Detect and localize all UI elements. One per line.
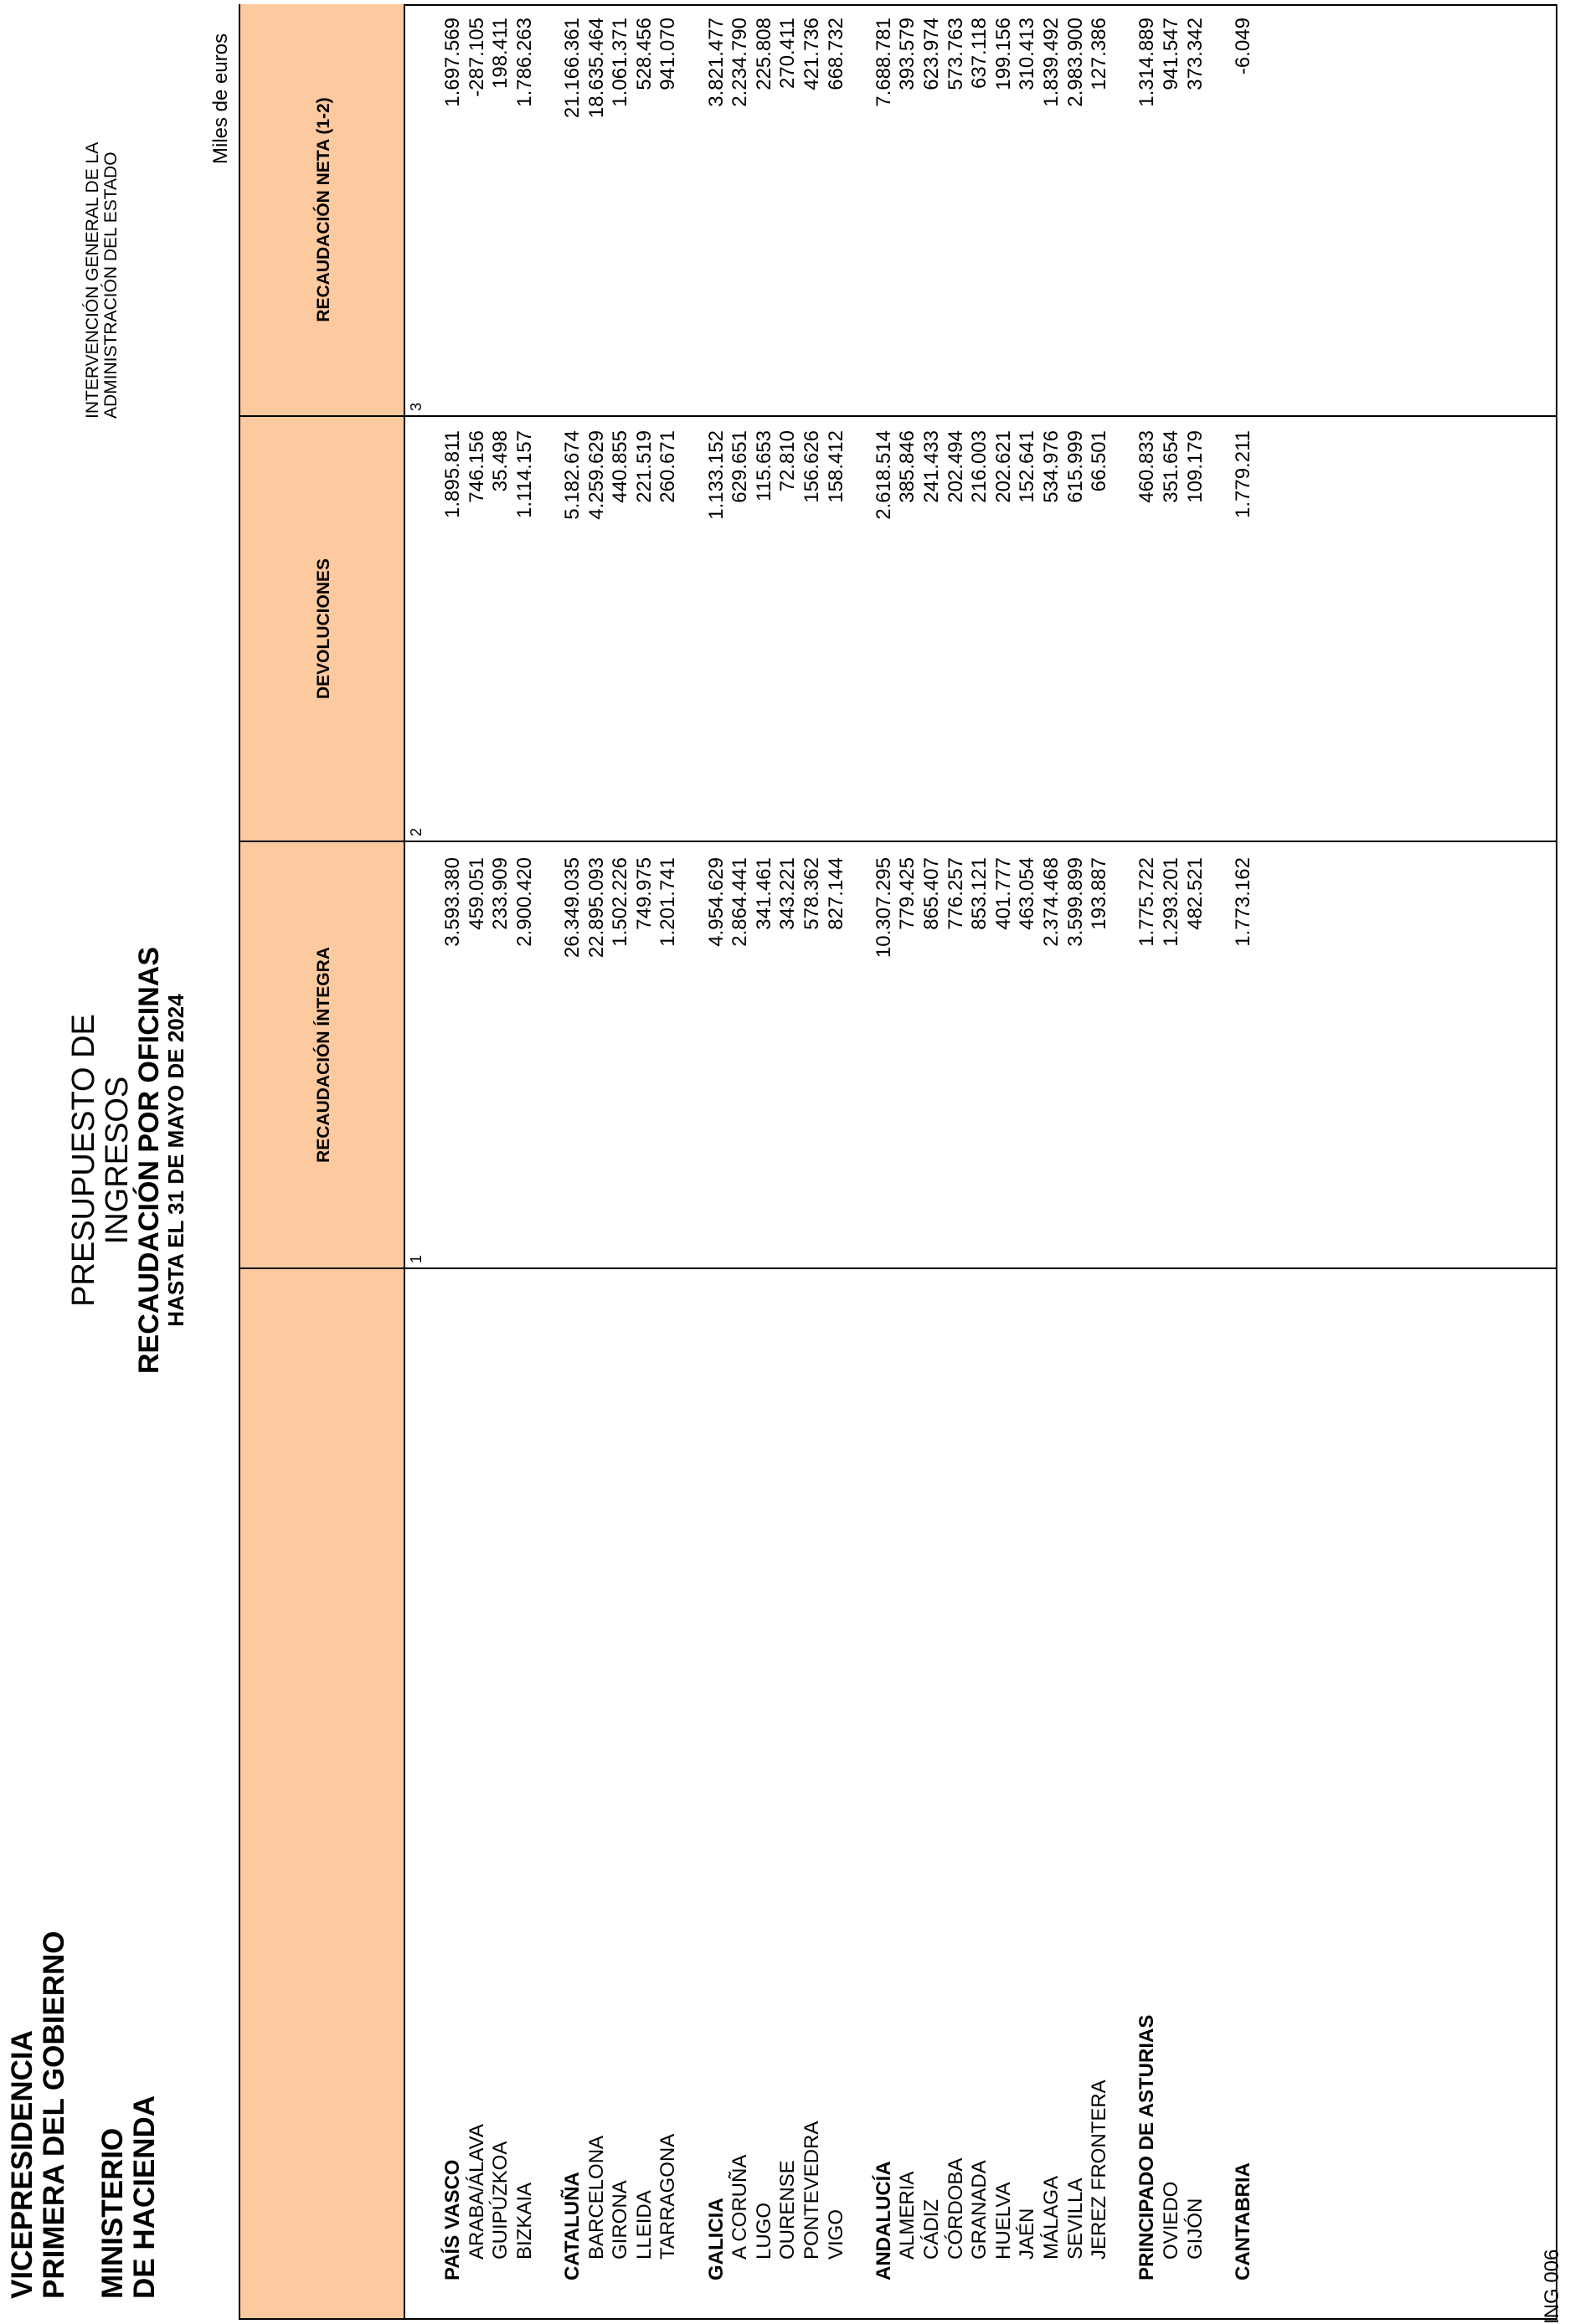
document-title (67, 926, 188, 1395)
revenue-table (239, 4, 1557, 2320)
office-name: LLEIDA (632, 2190, 656, 2260)
gross-value: 459.051 (465, 857, 488, 930)
refund-value: 746.156 (465, 430, 488, 503)
office-name: MÁLAGA (1040, 2175, 1063, 2260)
column-number-3: 3 (408, 402, 425, 411)
header-cell-office (240, 1267, 404, 2318)
gross-value: 26.349.035 (561, 857, 584, 959)
net-value: 393.579 (896, 18, 919, 90)
table-row (992, 6, 1016, 2318)
refund-value: 241.433 (920, 430, 943, 503)
office-name: CÁDIZ (920, 2199, 943, 2260)
gross-value: 193.887 (1088, 857, 1111, 930)
refund-value: 221.519 (632, 430, 656, 503)
table-row (633, 6, 656, 2318)
table-row (1184, 6, 1207, 2318)
gov-line-1: VICEPRESIDENCIA (6, 2030, 39, 2299)
table-row (561, 6, 584, 2318)
table-row (1040, 6, 1063, 2318)
net-value: 623.974 (920, 18, 943, 90)
gross-value: 1.773.162 (1231, 857, 1254, 947)
refund-value: 351.654 (1160, 430, 1182, 503)
net-value: 1.314.889 (1135, 18, 1159, 107)
office-name: VIGO (824, 2208, 847, 2260)
net-value: 225.808 (752, 18, 775, 90)
column-number-2: 2 (408, 827, 425, 836)
gross-value: 1.775.722 (1135, 857, 1159, 947)
office-name: JAÉN (1016, 2208, 1039, 2260)
gross-value: 1.201.741 (656, 857, 680, 947)
table-row (585, 6, 609, 2318)
refund-value: 66.501 (1088, 430, 1111, 492)
gross-value: 1.502.226 (609, 857, 632, 947)
table-row (800, 6, 824, 2318)
refund-value: 629.651 (728, 430, 752, 503)
gross-value: 578.362 (800, 857, 823, 930)
header-cell-gross (240, 841, 404, 1267)
region-name: PAÍS VASCO (441, 2159, 464, 2280)
office-name: JEREZ FRONTERA (1088, 2080, 1111, 2260)
net-value: 528.456 (632, 18, 656, 90)
table-row (968, 6, 991, 2318)
refund-value: 72.810 (776, 430, 800, 492)
refund-value: 615.999 (1063, 430, 1087, 503)
office-name: TARRAGONA (656, 2133, 680, 2260)
office-name: OURENSE (776, 2160, 800, 2260)
table-row (825, 6, 848, 2318)
office-name: BARCELONA (584, 2135, 608, 2260)
office-name: GIRONA (609, 2180, 632, 2260)
gross-value: 401.777 (991, 857, 1015, 930)
net-value: 1.786.263 (512, 18, 536, 107)
table-row (945, 6, 968, 2318)
gross-value: 4.954.629 (704, 857, 728, 947)
gross-value: 3.593.380 (441, 857, 464, 947)
table-row (656, 6, 680, 2318)
office-name: PONTEVEDRA (800, 2121, 823, 2260)
net-value: 1.697.569 (441, 18, 464, 107)
refund-value: 158.412 (824, 430, 847, 503)
region-name: ANDALUCÍA (872, 2161, 895, 2280)
header-divider (404, 6, 405, 2318)
gross-value: 865.407 (920, 857, 943, 930)
igae-line-2: ADMINISTRACIÓN DEL ESTADO (101, 152, 121, 419)
gross-value: 776.257 (944, 857, 967, 930)
table-row (466, 6, 489, 2318)
gross-value: 3.599.899 (1063, 857, 1087, 947)
gross-value: 749.975 (632, 857, 656, 930)
table-row (1016, 6, 1039, 2318)
table-row (1088, 6, 1111, 2318)
net-value: 199.156 (991, 18, 1015, 90)
office-name: SEVILLA (1063, 2177, 1087, 2260)
office-name: OVIEDO (1160, 2181, 1182, 2260)
table-row (609, 6, 632, 2318)
table-row (728, 6, 752, 2318)
table-row (1064, 6, 1088, 2318)
refund-value: 5.182.674 (561, 430, 584, 520)
ministry-line-1: MINISTERIO (96, 2127, 129, 2299)
header-cell-refunds (240, 415, 404, 841)
ministry-heading (97, 2095, 161, 2299)
units-label: Miles de euros (209, 33, 232, 164)
refund-value: 460.833 (1135, 430, 1159, 503)
office-name: GIJÓN (1183, 2198, 1207, 2260)
gross-value: 1.293.201 (1160, 857, 1182, 947)
gross-value: 779.425 (896, 857, 919, 930)
gross-value: 10.307.295 (872, 857, 895, 959)
net-value: 637.118 (968, 18, 991, 89)
region-name: PRINCIPADO DE ASTURIAS (1135, 2014, 1159, 2280)
refund-value: 1.779.211 (1231, 430, 1254, 518)
refund-value: 1.114.157 (512, 430, 536, 518)
table-row (776, 6, 800, 2318)
net-value: 421.736 (800, 18, 823, 90)
net-value: 668.732 (824, 18, 847, 90)
gross-value: 343.221 (776, 857, 800, 930)
refund-value: 260.671 (656, 430, 680, 503)
refund-value: 1.133.152 (704, 430, 728, 520)
region-name: CATALUÑA (561, 2172, 584, 2280)
net-value: 941.547 (1160, 18, 1182, 90)
ministry-line-2: DE HACIENDA (128, 2095, 161, 2299)
net-value: 573.763 (944, 18, 967, 90)
gross-value: 233.909 (489, 857, 512, 930)
table-row (1232, 6, 1255, 2318)
net-value: 7.688.781 (872, 18, 895, 107)
refund-value: 109.179 (1183, 430, 1207, 503)
net-value: 18.635.464 (584, 18, 608, 119)
gross-value: 827.144 (824, 857, 847, 930)
table-row (1135, 6, 1159, 2318)
office-name: A CORUÑA (728, 2154, 752, 2260)
refund-value: 534.976 (1040, 430, 1063, 503)
refund-value: 1.895.811 (441, 430, 464, 518)
office-name: CÓRDOBA (944, 2157, 967, 2260)
refund-value: 156.626 (800, 430, 823, 503)
net-value: 1.061.371 (609, 18, 632, 107)
column-header-gross: RECAUDACIÓN ÍNTEGRA (314, 947, 333, 1163)
net-value: 373.342 (1183, 18, 1207, 90)
refund-value: 216.003 (968, 430, 991, 503)
office-name: HUELVA (991, 2182, 1015, 2260)
net-value: 941.070 (656, 18, 680, 90)
net-value: 310.413 (1016, 18, 1039, 90)
gross-value: 853.121 (968, 857, 991, 930)
refund-value: 35.498 (489, 430, 512, 492)
office-name: ARABA/ÁLAVA (465, 2124, 488, 2260)
table-row (513, 6, 537, 2318)
refund-value: 202.621 (991, 430, 1015, 503)
title-line-3: HASTA EL 31 DE MAYO DE 2024 (163, 994, 188, 1327)
office-name: ALMERIA (896, 2171, 919, 2260)
refund-value: 2.618.514 (872, 430, 895, 520)
net-value: 2.234.790 (728, 18, 752, 107)
refund-value: 4.259.629 (584, 430, 608, 520)
column-header-refunds: DEVOLUCIONES (314, 558, 333, 700)
column-number-1: 1 (408, 1254, 425, 1263)
gov-line-2: PRIMERA DEL GOBIERNO (38, 1931, 70, 2299)
title-line-2: RECAUDACIÓN POR OFICINAS (133, 946, 165, 1375)
gross-value: 2.864.441 (728, 857, 752, 947)
igae-heading (84, 142, 121, 419)
gross-value: 463.054 (1016, 857, 1039, 930)
gross-value: 341.461 (752, 857, 775, 930)
table-row (489, 6, 512, 2318)
refund-value: 115.653 (752, 430, 775, 501)
gross-value: 482.521 (1183, 857, 1207, 930)
net-value: -6.049 (1231, 18, 1254, 75)
refund-value: 152.641 (1016, 430, 1039, 503)
region-name: CANTABRIA (1231, 2162, 1254, 2280)
government-heading (7, 1931, 70, 2299)
document-code: ING 006 (1541, 2249, 1563, 2324)
table-row (1160, 6, 1183, 2318)
gross-value: 22.895.093 (584, 857, 608, 959)
refund-value: 202.494 (944, 430, 967, 503)
net-value: 270.411 (776, 18, 800, 89)
office-name: GRANADA (968, 2160, 991, 2260)
igae-line-1: INTERVENCIÓN GENERAL DE LA (83, 141, 102, 419)
net-value: 198.411 (489, 18, 512, 89)
net-value: 3.821.477 (704, 18, 728, 107)
table-row (753, 6, 776, 2318)
net-value: 21.166.361 (561, 18, 584, 119)
header-cell-net (240, 4, 404, 415)
region-name: GALICIA (704, 2198, 728, 2280)
table-row (896, 6, 919, 2318)
office-name: BIZKAIA (512, 2182, 536, 2260)
title-line-1: PRESUPUESTO DE INGRESOS (66, 1014, 135, 1307)
gross-value: 2.374.468 (1040, 857, 1063, 947)
table-row (920, 6, 944, 2318)
office-name: GUIPÚZKOA (489, 2141, 512, 2260)
refund-value: 385.846 (896, 430, 919, 503)
net-value: 127.386 (1088, 18, 1111, 90)
table-row (873, 6, 896, 2318)
table-row (705, 6, 728, 2318)
net-value: 2.983.900 (1063, 18, 1087, 107)
net-value: 1.839.492 (1040, 18, 1063, 107)
office-name: LUGO (752, 2202, 775, 2260)
column-header-net: RECAUDACIÓN NETA (1-2) (314, 97, 333, 322)
table-row (441, 6, 465, 2318)
gross-value: 2.900.420 (512, 857, 536, 947)
net-value: -287.105 (465, 18, 488, 97)
refund-value: 440.855 (609, 430, 632, 503)
